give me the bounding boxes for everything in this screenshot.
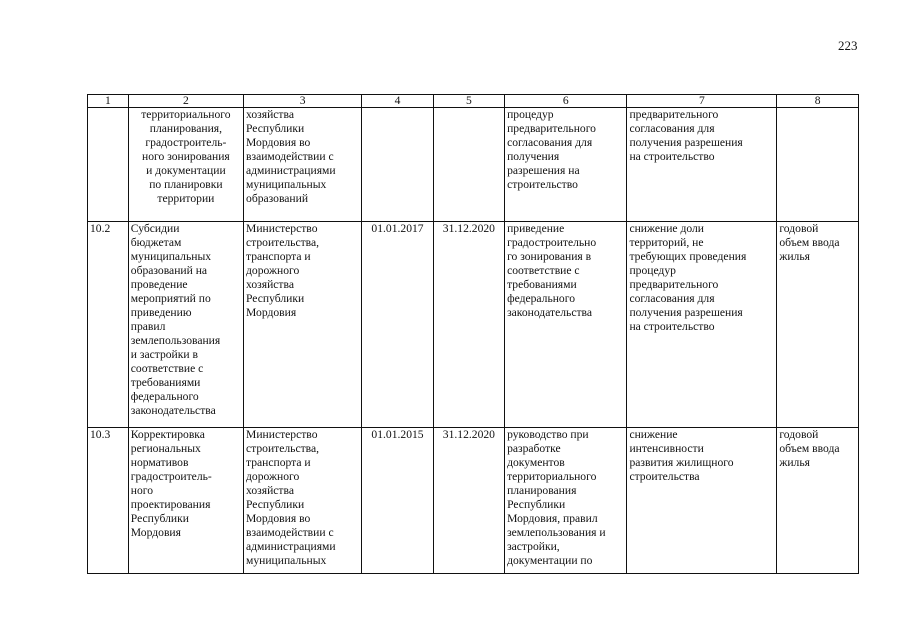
- column-number: 7: [627, 95, 777, 108]
- start-date: 01.01.2015: [362, 428, 433, 574]
- column-number: 8: [777, 95, 859, 108]
- row-number: 10.2: [88, 222, 129, 428]
- column-number-row: [88, 95, 859, 108]
- expected-result: процедур предварительного согласования для получения разрешения на строительство: [505, 108, 627, 222]
- executor: хозяйства Республики Мордовия во взаимодействии с администрациями муниципальных образований: [244, 108, 362, 222]
- consequence: предварительного согласования для получения разрешения на строительство: [627, 108, 777, 222]
- end-date: 31.12.2020: [433, 428, 504, 574]
- indicator: годовой объем ввода жилья: [777, 428, 859, 574]
- consequence: снижение интенсивности развития жилищного строительства: [627, 428, 777, 574]
- executor: Министерство строительства, транспорта и дорожного хозяйства Республики Мордовия: [244, 222, 362, 428]
- page-number: 223: [838, 38, 858, 53]
- column-number: 4: [362, 95, 433, 108]
- column-number: 5: [433, 95, 504, 108]
- indicator: годовой объем ввода жилья: [777, 222, 859, 428]
- start-date: 01.01.2017: [362, 222, 433, 428]
- row-number: [88, 108, 129, 222]
- measure-name: территориального планирования, градостроитель- ного зонирования и документации по планировки территории: [128, 108, 243, 222]
- expected-result: руководство при разработке документов территориального планирования Республики Мордовия, правил землепользования и застройки, документации по: [505, 428, 627, 574]
- table-row: [88, 222, 859, 428]
- executor: Министерство строительства, транспорта и дорожного хозяйства Республики Мордовия во взаимодействии с администрациями муниципальных: [244, 428, 362, 574]
- consequence: снижение доли территорий, не требующих проведения процедур предварительного согласования для получения разрешения на строительство: [627, 222, 777, 428]
- start-date: [362, 108, 433, 222]
- column-number: 6: [505, 95, 627, 108]
- table-row: [88, 428, 859, 574]
- row-number: 10.3: [88, 428, 129, 574]
- table-row: [88, 108, 859, 222]
- measure-name: Корректировка региональных нормативов градостроитель- ного проектирования Республики Мордовия: [128, 428, 243, 574]
- end-date: [433, 108, 504, 222]
- expected-result: приведение градостроительно го зонирования в соответствие с требованиями федерального законодательства: [505, 222, 627, 428]
- column-number: 1: [88, 95, 129, 108]
- program-table: [87, 94, 859, 574]
- indicator: [777, 108, 859, 222]
- column-number: 2: [128, 95, 243, 108]
- column-number: 3: [244, 95, 362, 108]
- measure-name: Субсидии бюджетам муниципальных образований на проведение мероприятий по приведению правил землепользования и застройки в соответствие с требованиями федерального законодательства: [128, 222, 243, 428]
- end-date: 31.12.2020: [433, 222, 504, 428]
